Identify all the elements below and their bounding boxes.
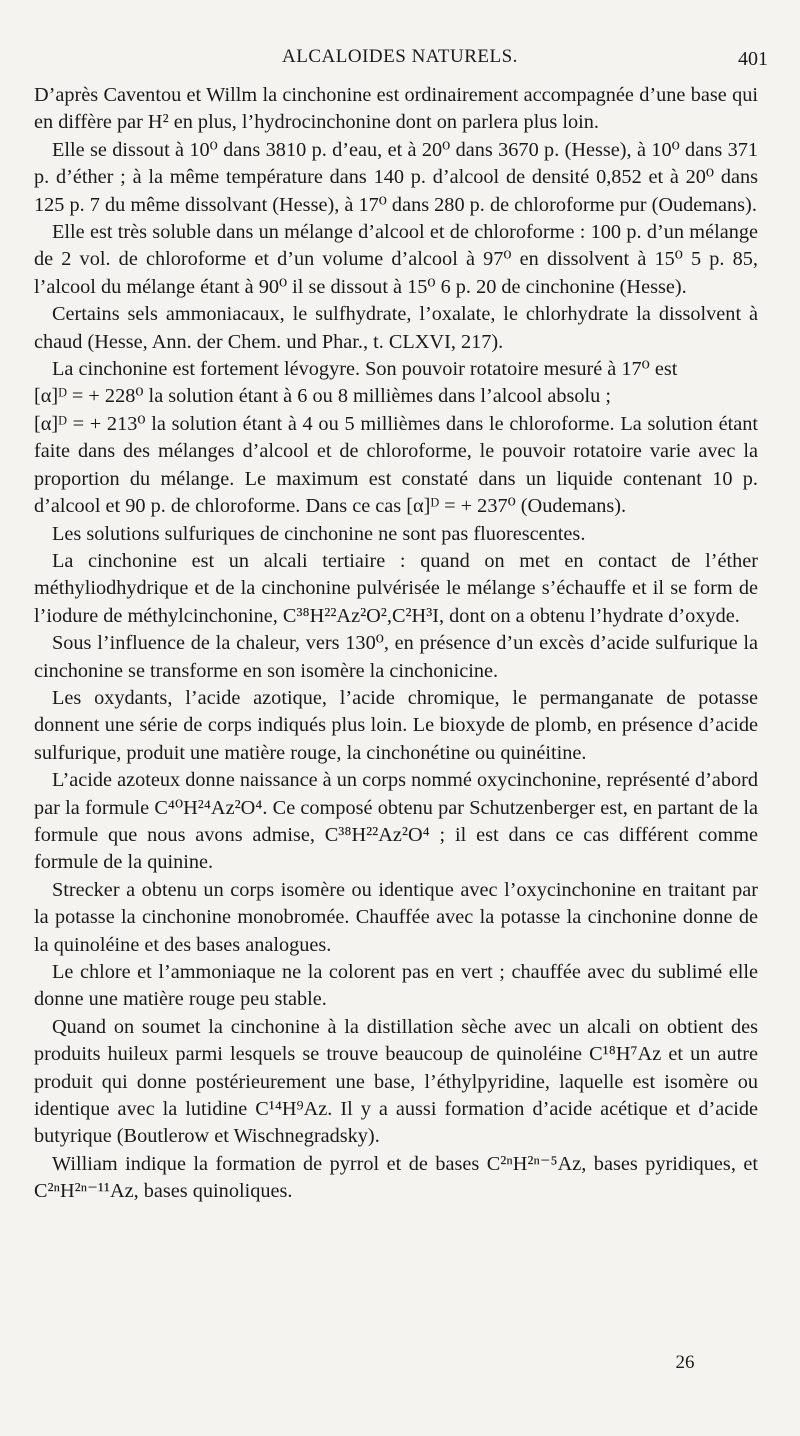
paragraph: Les oxydants, l’acide azotique, l’acide chromique, le permanganate de potasse donnent une série de corps indiqués plus loin. Le bioxyde de plomb, en présence d’acide sulfurique, produit une matière rouge, la cinchonétine ou quinéitine.: [34, 686, 758, 764]
page-header: [0, 44, 800, 76]
paragraph: Sous l’influence de la chaleur, vers 130⁰, en présence d’un excès d’acide sulfurique la cinchonine se transforme en son isomère la cinchonicine.: [34, 632, 758, 682]
paragraph: Les solutions sulfuriques de cinchonine ne sont pas fluorescentes.: [52, 522, 586, 545]
paragraph: William indique la formation de pyrrol et de bases C²ⁿH²ⁿ⁻⁵Az, bases pyridiques, et C²ⁿH²ⁿ⁻¹¹Az, bases quinoliques.: [34, 1152, 758, 1203]
paragraph: [α]ᴰ = + 213⁰ la solution étant à 4 ou 5 millièmes dans le chloroforme. La solution étant faite dans des mélanges d’alcool et de chloroforme, le pouvoir rotatoire varie avec la proportion du mélange. Le maximum est constaté dans un liquide contenant 10 p. d’alcool et 90 p. de chloroforme. Dans ce cas [α]ᴰ = + 237⁰ (Oudemans).: [34, 412, 758, 518]
running-title: ALCALOIDES NATURELS.: [282, 46, 518, 67]
body-text: [34, 82, 758, 1206]
paragraph: Quand on soumet la cinchonine à la distillation sèche avec un alcali on obtient des produits huileux parmi lesquels se trouve beaucoup de quinoléine C¹⁸H⁷Az et un autre produit qui donne postérieurement une base, l’éthylpyridine, laquelle est isomère ou identique avec la lutidine C¹⁴H⁹Az. Il y a aussi formation d’acide acétique et d’acide butyrique (Boutlerow et Wischnegradsky).: [34, 1015, 758, 1148]
paragraph: Elle est très soluble dans un mélange d’alcool et de chloroforme : 100 p. d’un mélange de 2 vol. de chloroforme et d’un volume d’alcool à 97⁰ en dissolvent à 15⁰ 5 p. 85, l’alcool du mélange étant à 90⁰ il se dissout à 15⁰ 6 p. 20 de cinchonine (Hesse).: [34, 221, 758, 298]
paragraph: Strecker a obtenu un corps isomère ou identique avec l’oxycinchonine en traitant par la potasse la cinchonine monobromée. Chauffée avec la potasse la cinchonine donne de la quinoléine et des bases analogues.: [34, 878, 758, 956]
page-number: 401: [738, 48, 768, 70]
paragraph: Le chlore et l’ammoniaque ne la colorent pas en vert ; chauffée avec du sublimé elle donne une matière rouge peu stable.: [34, 961, 758, 1011]
paragraph: D’après Caventou et Willm la cinchonine est ordinairement accompagnée d’une base qui en diffère par H² en plus, l’hydrocinchonine dont on parlera plus loin.: [34, 84, 758, 134]
paragraph: La cinchonine est un alcali tertiaire : quand on met en contact de l’éther méthyliodhydrique et de la cinchonine pulvérisée le mélange s’échauffe et il se form de l’iodure de méthylcinchonine, C³⁸H²²Az²O²,C²H³I, dont on a obtenu l’hydrate d’oxyde.: [34, 549, 758, 627]
paragraph: Certains sels ammoniacaux, le sulfhydrate, l’oxalate, le chlorhydrate la dissolvent à chaud (Hesse, Ann. der Chem. und Phar., t. CLXVI, 217).: [34, 303, 758, 353]
paragraph: Elle se dissout à 10⁰ dans 3810 p. d’eau, et à 20⁰ dans 3670 p. (Hesse), à 10⁰ dans 371 p. d’éther ; à la même température dans 140 p. d’alcool de densité 0,852 et à 20⁰ dans 125 p. 7 du même dissolvant (Hesse), à 17⁰ dans 280 p. de chloroforme pur (Oudemans).: [34, 138, 758, 216]
signature-mark: 26: [675, 1352, 695, 1373]
paragraph: La cinchonine est fortement lévogyre. Son pouvoir rotatoire mesuré à 17⁰ est: [52, 358, 678, 381]
paragraph: L’acide azoteux donne naissance à un corps nommé oxycinchonine, représenté d’abord par la formule C⁴⁰H²⁴Az²O⁴. Ce composé obtenu par Schutzenberger est, en partant de la formule que nous avons admise, C³⁸H²²Az²O⁴ ; il est dans ce cas différent comme formule de la quinine.: [34, 769, 759, 874]
paragraph: [α]ᴰ = + 228⁰ la solution étant à 6 ou 8 millièmes dans l’alcool absolu ;: [34, 385, 611, 408]
